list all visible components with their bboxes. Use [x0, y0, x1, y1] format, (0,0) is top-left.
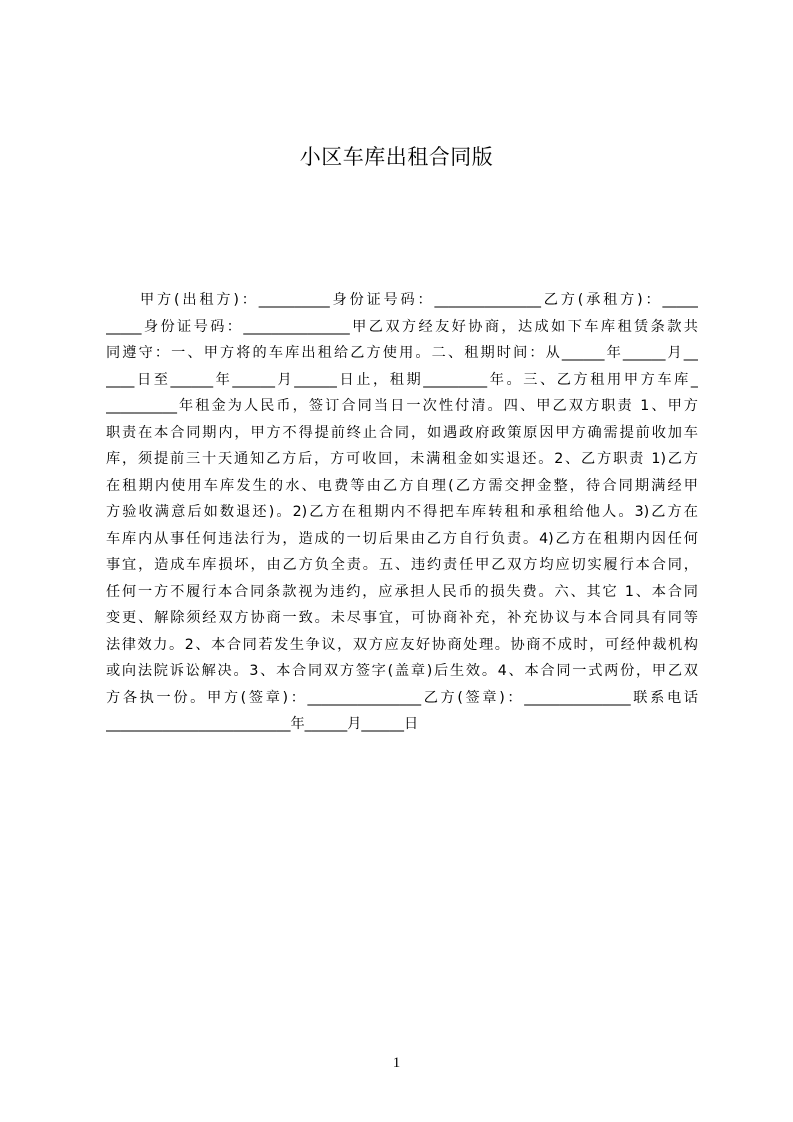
body-line: 职责在本合同期内，甲方不得提前终止合同，如遇政府政策原因甲方确需提前收加车 [106, 424, 698, 441]
body-line: _____身份证号码：_______________甲乙双方经友好协商，达成如下车库租赁条款共 [106, 318, 698, 335]
body-line: 在租期内使用车库发生的水、电费等由乙方自理(乙方需交押金整，待合同期满经甲 [106, 477, 698, 494]
contract-body [106, 287, 698, 738]
body-line: 库，须提前三十天通知乙方后，方可收回，未满租金如实退还。2、乙方职责 1)乙方 [106, 451, 698, 467]
document-title: 小区车库出租合同版 [299, 145, 494, 169]
body-line: 变更、解除须经双方协商一致。未尽事宜，可协商补充，补充协议与本合同具有同等 [106, 610, 698, 626]
body-line: __________年租金为人民币，签订合同当日一次性付清。四、甲乙双方职责 1、甲方 [106, 398, 698, 414]
body-line: ____日至______年______月______日止，租期_________年。三、乙方租用甲方车库_ [106, 371, 698, 388]
body-line: 甲方(出租方)：__________身份证号码：_______________乙方(承租方)：_____ [106, 292, 698, 308]
body-line: 车库内从事任何违法行为，造成的一切后果由乙方自行负责。4)乙方在租期内因任何 [106, 530, 698, 547]
body-line: 法律效力。2、本合同若发生争议，双方应友好协商处理。协商不成时，可经仲裁机构 [106, 636, 698, 653]
body-line: __________________________年______月______日 [106, 716, 419, 732]
body-line: 同遵守：一、甲方将的车库出租给乙方使用。二、租期时间：从______年______月__ [106, 345, 698, 361]
body-line: 方各执一份。甲方(签章)：________________乙方(签章)：_______________联系电话 [106, 689, 698, 706]
body-line: 方验收满意后如数退还)。2)乙方在租期内不得把车库转租和承租给他人。3)乙方在 [106, 504, 698, 520]
body-line: 事宜，造成车库损坏，由乙方负全责。五、违约责任甲乙双方均应切实履行本合同， [106, 557, 698, 573]
body-line: 任何一方不履行本合同条款视为违约，应承担人民币的损失费。六、其它 1、本合同 [106, 583, 698, 600]
page-number: 1 [392, 1055, 401, 1071]
body-line: 或向法院诉讼解决。3、本合同双方签字(盖章)后生效。4、本合同一式两份，甲乙双 [106, 663, 698, 679]
